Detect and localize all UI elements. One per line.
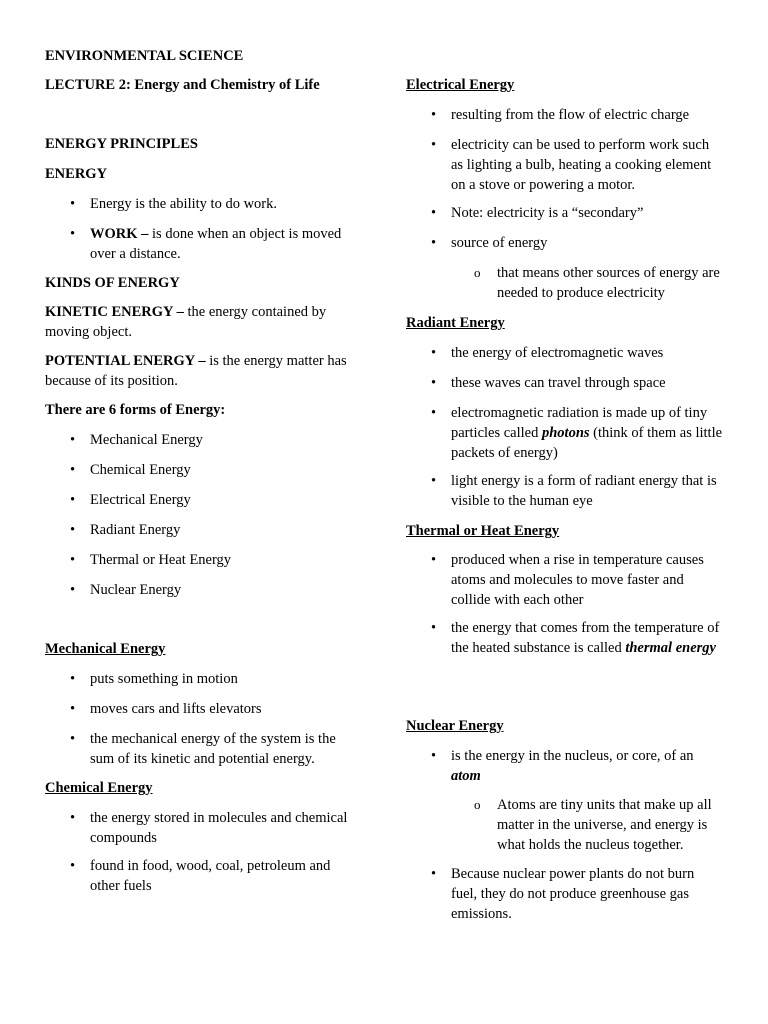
list-item [431, 105, 723, 125]
list-item [70, 520, 362, 540]
chemical-heading: Chemical Energy [45, 780, 153, 796]
bullet-marker: • [70, 552, 76, 568]
bullet-marker: • [70, 858, 76, 874]
photons-term: photons [541, 425, 590, 441]
list-item [431, 550, 723, 610]
list-item-text: produced when a rise in temperature causes atoms and molecules to move faster and collide with each other [451, 552, 704, 608]
bullet-marker: • [70, 432, 76, 448]
bullet-marker: • [431, 620, 437, 636]
list-item [431, 864, 723, 924]
list-item [431, 618, 723, 658]
thermal-heading: Thermal or Heat Energy [406, 523, 560, 539]
bullet-marker: • [431, 137, 437, 153]
bullet-marker: • [70, 462, 76, 478]
bullet-marker: • [431, 345, 437, 361]
list-item [70, 856, 362, 896]
term-work: WORK – [90, 226, 149, 242]
energy-principles-heading: ENERGY PRINCIPLES [45, 136, 198, 152]
sub-bullet-marker: o [474, 797, 481, 812]
kinds-heading: KINDS OF ENERGY [45, 275, 180, 291]
list-item [431, 403, 723, 463]
thermal-text-part: the energy that comes from the temperature of the heated substance is called [451, 620, 720, 656]
list-item-text: Because nuclear power plants do not burn fuel, they do not produce greenhouse gas emissions. [451, 866, 695, 922]
energy-heading: ENERGY [45, 166, 108, 182]
list-item [431, 203, 723, 223]
nuclear-text-part: is the energy in the nucleus, or core, of an [451, 748, 694, 764]
potential-term: POTENTIAL ENERGY – [45, 353, 206, 369]
list-item-text: Mechanical Energy [90, 432, 203, 448]
list-item-text [451, 403, 723, 463]
bullet-marker: • [431, 473, 437, 489]
bullet-marker: • [70, 522, 76, 538]
list-item-text: Energy is the ability to do work. [90, 196, 277, 212]
bullet-marker: • [431, 235, 437, 251]
bullet-marker: • [70, 810, 76, 826]
list-item [70, 729, 362, 769]
radiant-text-part: electromagnetic radiation is made up of tiny particles called [451, 405, 708, 441]
nuclear-heading: Nuclear Energy [406, 718, 504, 734]
list-item [431, 343, 723, 363]
bullet-marker: • [431, 107, 437, 123]
kinetic-paragraph [45, 302, 365, 342]
list-item [70, 430, 362, 450]
forms-heading: There are 6 forms of Energy: [45, 402, 226, 418]
list-item-text: source of energy [451, 235, 548, 251]
kinetic-definition: the energy contained by moving object. [45, 304, 327, 340]
sub-list-item-text: Atoms are tiny units that make up all matter in the universe, and energy is what holds the nucleus together. [497, 797, 712, 853]
bullet-marker: • [431, 205, 437, 221]
bullet-marker: • [431, 405, 437, 421]
list-item-text: the mechanical energy of the system is the sum of its kinetic and potential energy. [90, 731, 336, 767]
list-item [70, 194, 362, 214]
list-item [70, 699, 362, 719]
course-title: ENVIRONMENTAL SCIENCE [45, 48, 244, 64]
list-item [70, 490, 362, 510]
list-item-text: moves cars and lifts elevators [90, 701, 262, 717]
bullet-marker: • [70, 701, 76, 717]
list-item [70, 580, 362, 600]
list-item [431, 746, 723, 786]
list-item-text: Nuclear Energy [90, 582, 182, 598]
bullet-marker: • [431, 375, 437, 391]
list-item [70, 669, 362, 689]
list-item [70, 550, 362, 570]
list-item [431, 373, 723, 393]
radiant-text-part: (think of them as little packets of energy) [451, 425, 723, 461]
lecture-title: LECTURE 2: Energy and Chemistry of Life [45, 77, 320, 93]
atom-term: atom [451, 768, 481, 784]
sub-bullet-marker: o [474, 265, 481, 280]
sub-list-item [474, 263, 729, 303]
list-item-text: Note: electricity is a “secondary” [451, 205, 644, 221]
bullet-marker: • [431, 748, 437, 764]
list-item-text: the energy of electromagnetic waves [451, 345, 664, 361]
sub-list-item-text: that means other sources of energy are needed to produce electricity [497, 265, 720, 301]
bullet-marker: • [70, 196, 76, 212]
list-item-text: resulting from the flow of electric charge [451, 107, 690, 123]
bullet-marker: • [70, 582, 76, 598]
list-item-text [90, 224, 362, 264]
bullet-marker: • [70, 226, 76, 242]
list-item [70, 808, 362, 848]
list-item-text: Electrical Energy [90, 492, 191, 508]
electrical-heading: Electrical Energy [406, 77, 515, 93]
list-item-text: the energy stored in molecules and chemical compounds [90, 810, 348, 846]
list-item [70, 224, 362, 264]
bullet-marker: • [70, 492, 76, 508]
list-item [431, 233, 723, 253]
potential-definition: is the energy matter has because of its position. [45, 353, 347, 389]
term-work-definition: is done when an object is moved over a distance. [90, 226, 342, 262]
list-item-text: found in food, wood, coal, petroleum and other fuels [90, 858, 331, 894]
kinetic-term: KINETIC ENERGY – [45, 304, 184, 320]
bullet-marker: • [431, 866, 437, 882]
list-item-text: Thermal or Heat Energy [90, 552, 232, 568]
bullet-marker: • [431, 552, 437, 568]
list-item-text: electricity can be used to perform work such as lighting a bulb, heating a cooking element on a stove or powering a motor. [451, 137, 712, 193]
sub-list-item [474, 795, 729, 855]
list-item-text [451, 618, 723, 658]
list-item-text [451, 746, 723, 786]
list-item-text: light energy is a form of radiant energy that is visible to the human eye [451, 473, 717, 509]
mechanical-heading: Mechanical Energy [45, 641, 166, 657]
list-item [431, 471, 723, 511]
list-item-text: Chemical Energy [90, 462, 191, 478]
list-item-text: Radiant Energy [90, 522, 181, 538]
bullet-marker: • [70, 671, 76, 687]
radiant-heading: Radiant Energy [406, 315, 505, 331]
list-item-text: puts something in motion [90, 671, 238, 687]
list-item [70, 460, 362, 480]
list-item [431, 135, 723, 195]
thermal-energy-term: thermal energy [625, 640, 716, 656]
list-item-text: these waves can travel through space [451, 375, 666, 391]
potential-paragraph [45, 351, 365, 391]
bullet-marker: • [70, 731, 76, 747]
